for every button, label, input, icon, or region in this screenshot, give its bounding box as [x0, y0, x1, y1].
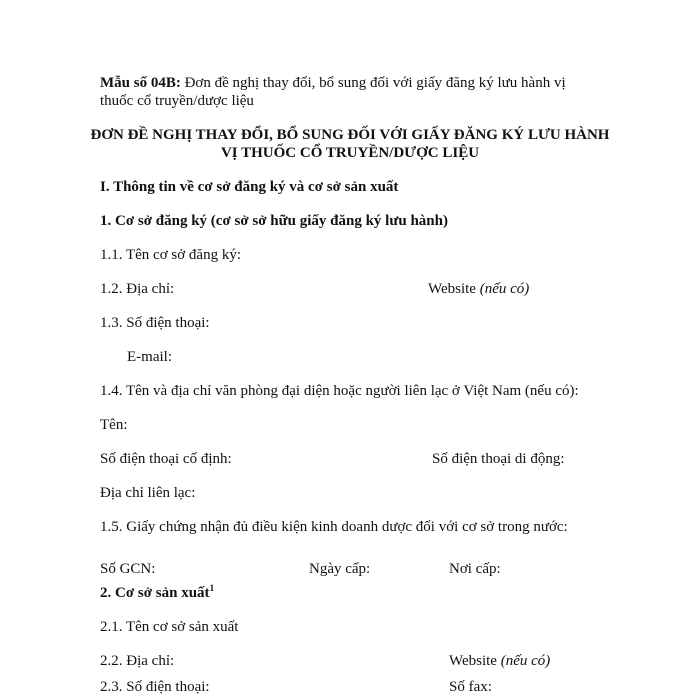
gcn-number-field: Số GCN:	[100, 561, 156, 577]
subsection-1-heading: 1. Cơ sở đăng ký (cơ sở sở hữu giấy đăng ký lưu hành)	[100, 213, 448, 229]
manufacturer-website-note: (nếu có)	[500, 653, 551, 669]
section-2-heading-text: 2. Cơ sở sản xuất	[100, 585, 210, 601]
registrant-phone-field: 1.3. Số điện thoại:	[100, 315, 210, 331]
manufacturer-phone-field: 2.3. Số điện thoại:	[100, 679, 210, 695]
manufacturer-address-field: 2.2. Địa chỉ:	[100, 653, 175, 669]
registrant-address-field: 1.2. Địa chỉ:	[100, 281, 175, 297]
certificate-field: 1.5. Giấy chứng nhận đủ điều kiện kinh doanh dược đối với cơ sở trong nước:	[100, 519, 568, 535]
manufacturer-website-label: Website	[449, 653, 497, 669]
landline-field: Số điện thoại cố định:	[100, 451, 232, 467]
footnote-mark: 1	[209, 583, 215, 593]
manufacturer-website-field	[449, 652, 550, 670]
document-title-line-1: ĐƠN ĐỀ NGHỊ THAY ĐỔI, BỔ SUNG ĐỐI VỚI GIẤY ĐĂNG KÝ LƯU HÀNH	[90, 127, 610, 143]
manufacturer-name-field: 2.1. Tên cơ sở sản xuất	[100, 619, 239, 635]
rep-office-field: 1.4. Tên và địa chỉ văn phòng đại diện hoặc người liên lạc ở Việt Nam (nếu có):	[100, 383, 579, 399]
section-1-heading: I. Thông tin về cơ sở đăng ký và cơ sở sản xuất	[100, 179, 399, 195]
issue-date-field: Ngày cấp:	[309, 561, 371, 577]
website-label: Website	[428, 281, 476, 297]
form-label-line-2: thuốc cổ truyền/dược liệu	[100, 93, 254, 109]
mobile-field: Số điện thoại di động:	[432, 451, 565, 467]
form-description: Đơn đề nghị thay đổi, bổ sung đối với giấy đăng ký lưu hành vị	[184, 75, 566, 91]
website-note: (nếu có)	[479, 281, 530, 297]
rep-name-field: Tên:	[100, 417, 128, 433]
form-label-line-1	[100, 74, 566, 92]
manufacturer-fax-field: Số fax:	[449, 679, 492, 695]
registrant-name-field: 1.1. Tên cơ sở đăng ký:	[100, 247, 241, 263]
registrant-website-field	[428, 280, 529, 298]
registrant-email-field: E-mail:	[127, 349, 172, 365]
document-title-line-2: VỊ THUỐC CỔ TRUYỀN/DƯỢC LIỆU	[220, 145, 480, 161]
issue-place-field: Nơi cấp:	[449, 561, 501, 577]
section-2-heading	[100, 584, 214, 602]
form-number: Mẫu số 04B:	[100, 75, 181, 91]
contact-address-field: Địa chỉ liên lạc:	[100, 485, 196, 501]
